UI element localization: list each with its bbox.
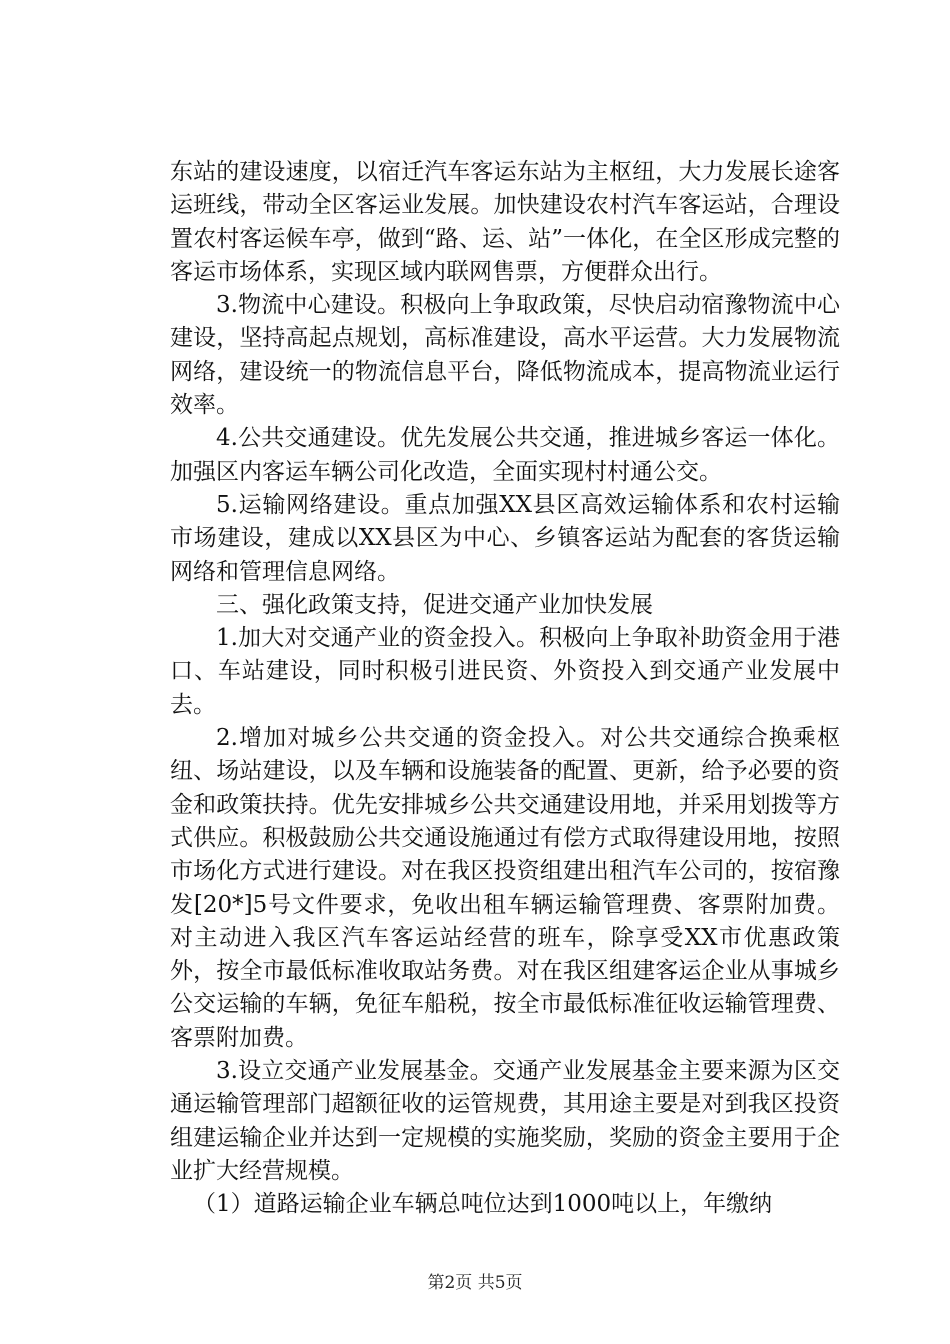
paragraph-transport-network: 5.运输网络建设。重点加强XX县区高效运输体系和农村运输市场建设，建成以XX县区为中心、乡镇客运站为配套的客货运输网络和管理信息网络。: [170, 491, 840, 585]
document-body: [170, 156, 840, 1222]
paragraph-continuation: 东站的建设速度，以宿迁汽车客运东站为主枢纽，大力发展长途客运班线，带动全区客运业发展。加快建设农村汽车客运站，合理设置农村客运候车亭，做到“路、运、站”一体化，在全区形成完整的客运市场体系，实现区域内联网售票，方便群众出行。: [170, 159, 840, 285]
section-heading-policy-support: 三、强化政策支持，促进交通产业加快发展: [216, 591, 653, 618]
paragraph-public-transport: 4.公共交通建设。优先发展公共交通，推进城乡客运一体化。加强区内客运车辆公司化改造，全面实现村村通公交。: [170, 425, 840, 485]
paragraph-sub-item-1: （1）道路运输企业车辆总吨位达到1000吨以上，年缴纳: [193, 1191, 773, 1218]
paragraph-capital-investment: 1.加大对交通产业的资金投入。积极向上争取补助资金用于港口、车站建设，同时积极引进民资、外资投入到交通产业发展中去。: [170, 625, 840, 718]
page-number-footer: 第2页 共5页: [427, 1273, 523, 1293]
paragraph-public-transit-funding: 2.增加对城乡公共交通的资金投入。对公共交通综合换乘枢纽、场站建设，以及车辆和设施装备的配置、更新，给予必要的资金和政策扶持。优先安排城乡公共交通建设用地，并采用划拨等方式供应。积极鼓励公共交通设施通过有偿方式取得建设用地，按照市场化方式进行建设。对在我区投资组建出租汽车公司的，按宿豫发[20*]5号文件要求，免收出租车辆运输管理费、客票附加费。对主动进入我区汽车客运站经营的班车，除享受XX市优惠政策外，按全市最低标准收取站务费。对在我区组建客运企业从事城乡公交运输的车辆，免征车船税，按全市最低标准征收运输管理费、客票附加费。: [170, 725, 840, 1051]
paragraph-logistics-center: 3.物流中心建设。积极向上争取政策，尽快启动宿豫物流中心建设，坚持高起点规划，高标准建设，高水平运营。大力发展物流网络，建设统一的物流信息平台，降低物流成本，提高物流业运行效率。: [170, 292, 840, 419]
paragraph-development-fund: 3.设立交通产业发展基金。交通产业发展基金主要来源为区交通运输管理部门超额征收的运管规费，其用途主要是对到我区投资组建运输企业并达到一定规模的实施奖励，奖励的资金主要用于企业扩大经营规模。: [170, 1058, 840, 1184]
